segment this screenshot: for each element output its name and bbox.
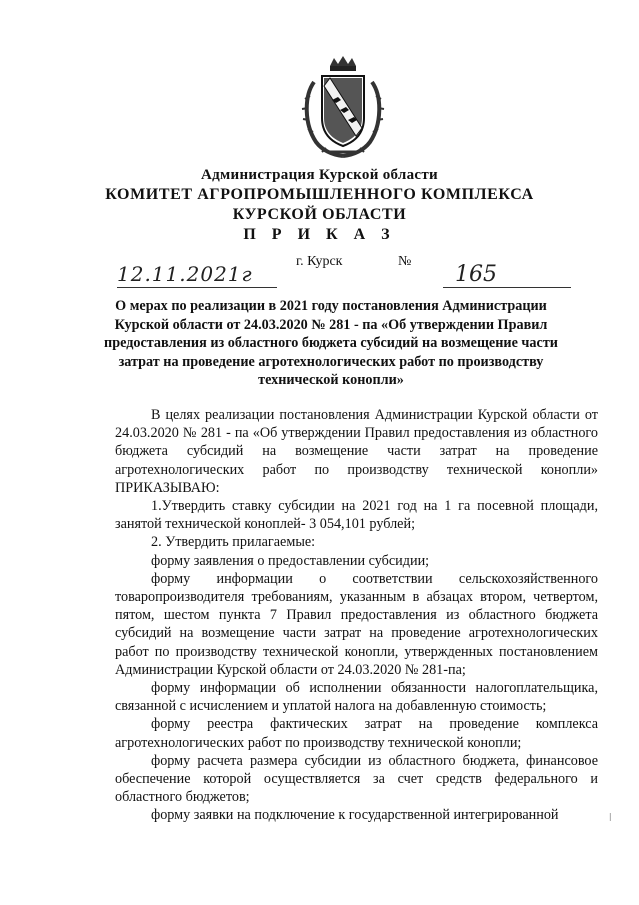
city-label: г. Курск (296, 254, 343, 269)
document-header (0, 166, 639, 245)
committee-line: КОМИТЕТ АГРОПРОМЫШЛЕННОГО КОМПЛЕКСА (105, 186, 534, 203)
region-line: КУРСКОЙ ОБЛАСТИ (232, 206, 407, 223)
margin-mark: ǀ (609, 810, 612, 824)
document-body (115, 406, 598, 825)
paragraph: форму заявления о предоставлении субсидии; (151, 552, 430, 569)
number-label: № (398, 254, 412, 269)
paragraph: форму информации об исполнении обязанности налогоплательщика, связанной с исчислением и уплатой налога на добавленную стоимость; (115, 680, 598, 715)
paragraph: форму заявки на подключение к государственной интегрированной (151, 807, 559, 824)
document-type: П Р И К А З (243, 226, 396, 243)
paragraph: форму расчета размера субсидии из областного бюджета, финансовое обеспечение которой осуществляется за счет средств федерального и областного бюджетов; (115, 752, 598, 806)
date-underline (117, 287, 277, 288)
number-underline (443, 287, 571, 288)
paragraph: форму информации о соответствии сельскохозяйственного товаропроизводителя требованиям, указанным в абзацах втором, четвертом, пятом, шестом пункта 7 Правил предоставления из областного бюджета субсидий на возмещение части затрат на проведение агротехнологических работ по производству технической конопли, утвержденных постановлением Администрации Курской области от 24.03.2020 № 281-па; (115, 570, 598, 678)
paragraph: 1.Утвердить ставку субсидии на 2021 год на 1 га посевной площади, занятой технической коноплей- 3 054,101 рублей; (115, 498, 598, 533)
paragraph: В целях реализации постановления Администрации Курской области от 24.03.2020 № 281 - па «Об утверждении Правил предоставления из областного бюджета субсидий на возмещение части затрат на проведение агротехнологических работ по производству технической конопли» ПРИКАЗЫВАЮ: (115, 407, 598, 496)
paragraph: форму реестра фактических затрат на проведение комплекса агротехнологических работ по производству технической конопли; (115, 716, 598, 751)
issuer-line: Администрация Курской области (200, 167, 439, 183)
date-handwritten: 12.11.2021г (117, 262, 253, 286)
paragraph: 2. Утвердить прилагаемые: (151, 534, 316, 551)
document-title: О мерах по реализации в 2021 году постановления Администрации Курской области от 24.03.2020 № 281 - па «Об утверждении Правил предоставления из областного бюджета субсидий на возмещение части затрат на проведение агротехнологических работ по производству технической конопли» (104, 298, 558, 388)
number-handwritten: 165 (455, 262, 497, 287)
coat-of-arms-icon (300, 56, 386, 160)
